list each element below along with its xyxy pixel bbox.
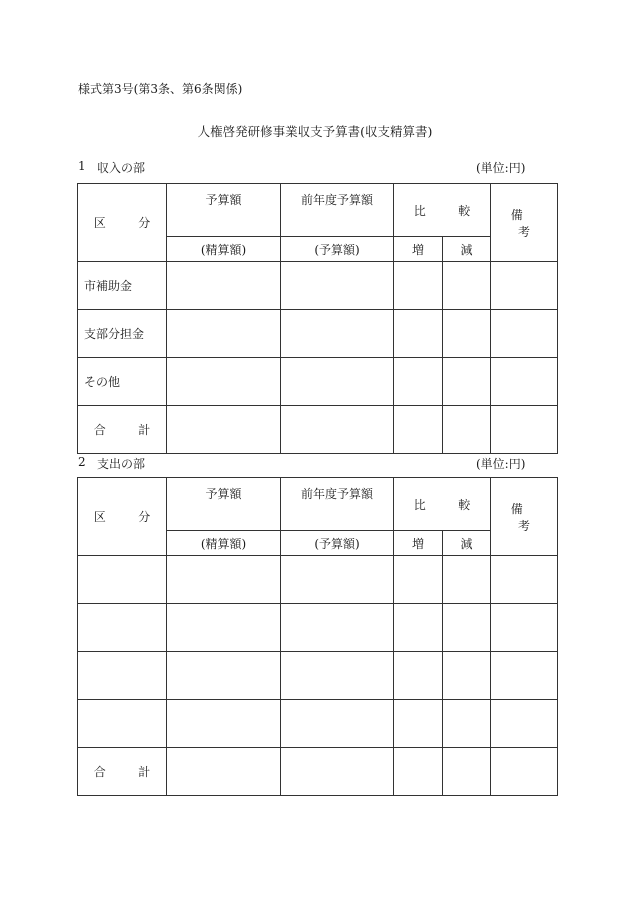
income-unit-label: (単位:円)	[476, 161, 526, 175]
decrease-cell[interactable]	[443, 406, 491, 454]
budget-cell[interactable]	[167, 652, 281, 700]
decrease-cell[interactable]	[443, 310, 491, 358]
increase-cell[interactable]	[394, 748, 443, 796]
prev-budget-cell[interactable]	[281, 604, 394, 652]
budget-cell[interactable]	[167, 556, 281, 604]
header-budget: 予算額	[167, 184, 281, 237]
prev-budget-cell[interactable]	[281, 652, 394, 700]
budget-cell[interactable]	[167, 604, 281, 652]
remarks-cell[interactable]	[491, 604, 558, 652]
decrease-cell[interactable]	[443, 748, 491, 796]
increase-cell[interactable]	[394, 262, 443, 310]
row-label: 市補助金	[78, 262, 167, 310]
budget-cell[interactable]	[167, 310, 281, 358]
budget-cell[interactable]	[167, 700, 281, 748]
decrease-cell[interactable]	[443, 262, 491, 310]
remarks-cell[interactable]	[491, 748, 558, 796]
row-label: 支部分担金	[78, 310, 167, 358]
form-number-label: 様式第3号(第3条、第6条関係)	[78, 82, 243, 96]
remarks-cell[interactable]	[491, 262, 558, 310]
table-row	[78, 262, 558, 310]
income-section-name: 収入の部	[97, 161, 146, 175]
prev-budget-cell[interactable]	[281, 358, 394, 406]
prev-budget-cell[interactable]	[281, 748, 394, 796]
remarks-cell[interactable]	[491, 556, 558, 604]
income-section-number: 1	[78, 159, 86, 173]
increase-cell[interactable]	[394, 310, 443, 358]
increase-cell[interactable]	[394, 556, 443, 604]
header-prev-budget: 前年度予算額	[281, 184, 394, 237]
header-compare: 比 較	[394, 478, 491, 531]
increase-cell[interactable]	[394, 604, 443, 652]
remarks-cell[interactable]	[491, 310, 558, 358]
budget-cell[interactable]	[167, 262, 281, 310]
remarks-cell[interactable]	[491, 652, 558, 700]
prev-budget-cell[interactable]	[281, 262, 394, 310]
expense-section-number: 2	[78, 455, 86, 469]
income-table	[77, 183, 558, 454]
header-budget-sub: (精算額)	[167, 237, 281, 262]
row-label[interactable]	[78, 556, 167, 604]
remarks-cell[interactable]	[491, 406, 558, 454]
table-row	[78, 310, 558, 358]
total-row	[78, 406, 558, 454]
decrease-cell[interactable]	[443, 604, 491, 652]
decrease-cell[interactable]	[443, 652, 491, 700]
table-row	[78, 700, 558, 748]
header-budget-sub: (精算額)	[167, 531, 281, 556]
budget-cell[interactable]	[167, 406, 281, 454]
row-label[interactable]	[78, 700, 167, 748]
table-row	[78, 604, 558, 652]
decrease-cell[interactable]	[443, 556, 491, 604]
table-row	[78, 556, 558, 604]
decrease-cell[interactable]	[443, 358, 491, 406]
increase-cell[interactable]	[394, 652, 443, 700]
remarks-cell[interactable]	[491, 700, 558, 748]
expense-unit-label: (単位:円)	[476, 457, 526, 471]
header-prev-budget-sub: (予算額)	[281, 237, 394, 262]
header-budget: 予算額	[167, 478, 281, 531]
header-category: 区 分	[78, 184, 167, 262]
header-compare: 比 較	[394, 184, 491, 237]
increase-cell[interactable]	[394, 358, 443, 406]
prev-budget-cell[interactable]	[281, 310, 394, 358]
expense-section-name: 支出の部	[97, 457, 146, 471]
row-label[interactable]	[78, 652, 167, 700]
header-prev-budget-sub: (予算額)	[281, 531, 394, 556]
prev-budget-cell[interactable]	[281, 700, 394, 748]
remarks-cell[interactable]	[491, 358, 558, 406]
expense-table	[77, 477, 558, 796]
header-remarks: 備 考	[491, 184, 558, 262]
prev-budget-cell[interactable]	[281, 556, 394, 604]
total-row	[78, 748, 558, 796]
header-increase: 増	[394, 531, 443, 556]
increase-cell[interactable]	[394, 406, 443, 454]
total-label: 合 計	[78, 748, 167, 796]
table-row	[78, 358, 558, 406]
increase-cell[interactable]	[394, 700, 443, 748]
header-decrease: 減	[443, 531, 491, 556]
header-decrease: 減	[443, 237, 491, 262]
prev-budget-cell[interactable]	[281, 406, 394, 454]
budget-cell[interactable]	[167, 748, 281, 796]
header-remarks: 備 考	[491, 478, 558, 556]
header-increase: 増	[394, 237, 443, 262]
document-title: 人権啓発研修事業収支予算書(収支精算書)	[197, 124, 433, 139]
header-prev-budget: 前年度予算額	[281, 478, 394, 531]
decrease-cell[interactable]	[443, 700, 491, 748]
row-label: その他	[78, 358, 167, 406]
total-label: 合 計	[78, 406, 167, 454]
header-category: 区 分	[78, 478, 167, 556]
budget-cell[interactable]	[167, 358, 281, 406]
table-row	[78, 652, 558, 700]
row-label[interactable]	[78, 604, 167, 652]
